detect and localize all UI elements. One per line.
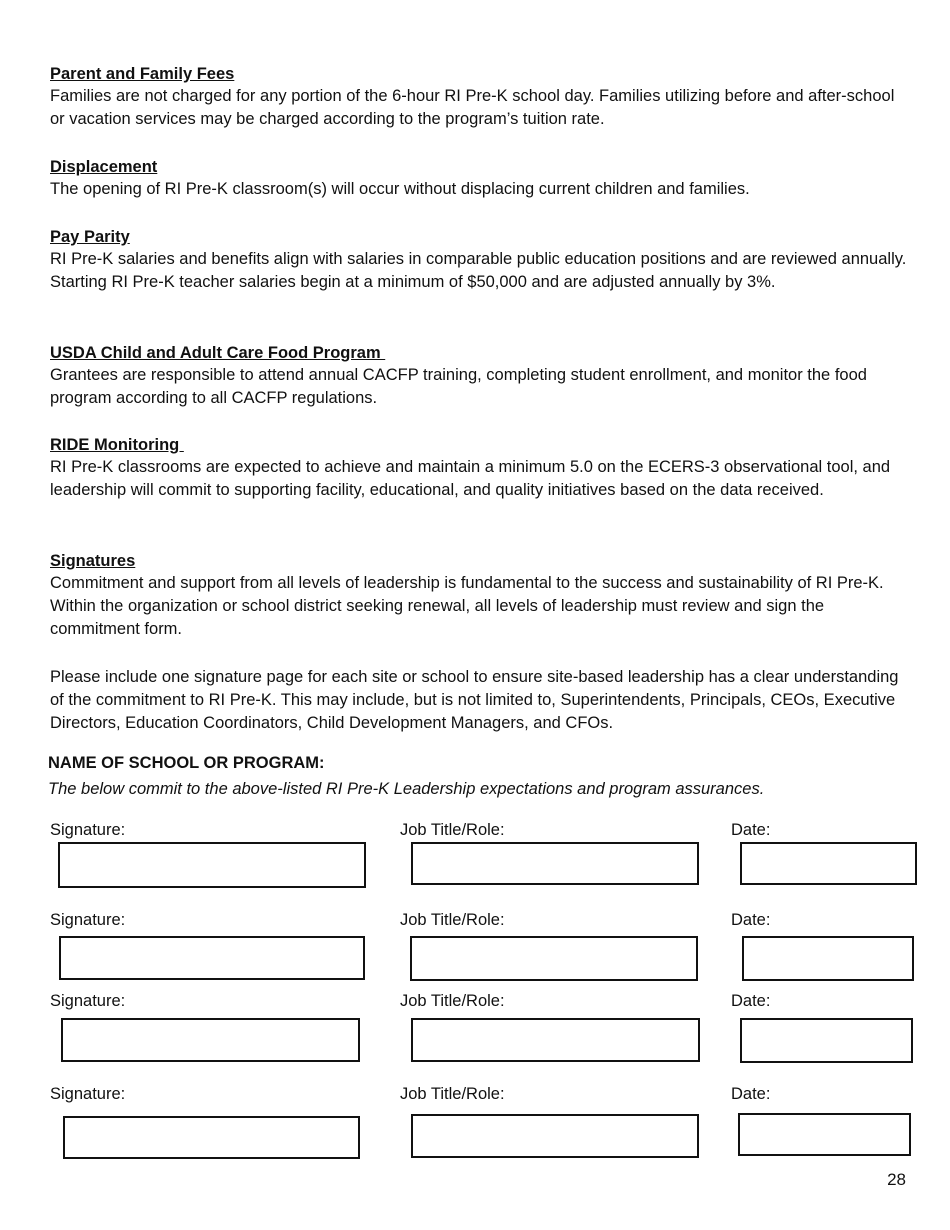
- section-heading: Pay Parity: [50, 228, 130, 246]
- section-heading: Displacement: [50, 158, 158, 176]
- section-body: RI Pre-K classrooms are expected to achieve and maintain a minimum 5.0 on the ECERS-3 observational tool, and leadership will commit to supporting facility, educational, and quality initiatives based on the data received.: [50, 458, 891, 500]
- job-title-label: Job Title/Role:: [400, 1085, 505, 1103]
- job-title-field[interactable]: [411, 1018, 700, 1062]
- section-body: Families are not charged for any portion of the 6-hour RI Pre-K school day. Families utilizing before and after-school or vacation services may be charged according to the program’s tuition rate.: [50, 87, 895, 129]
- signature-label: Signature:: [50, 821, 126, 839]
- job-title-field[interactable]: [410, 936, 698, 981]
- job-title-label: Job Title/Role:: [400, 992, 505, 1010]
- section-heading: USDA Child and Adult Care Food Program: [50, 344, 386, 362]
- date-label: Date:: [731, 1085, 771, 1103]
- date-label: Date:: [731, 911, 771, 929]
- signature-field[interactable]: [61, 1018, 360, 1062]
- page-number: 28: [887, 1170, 906, 1189]
- signature-field[interactable]: [58, 842, 366, 888]
- job-title-field[interactable]: [411, 1114, 699, 1158]
- signature-label: Signature:: [50, 911, 126, 929]
- section-heading: RIDE Monitoring: [50, 436, 184, 454]
- section-heading: Signatures: [50, 552, 136, 570]
- job-title-label: Job Title/Role:: [400, 821, 505, 839]
- section-signatures: [50, 550, 910, 642]
- program-name-label: NAME OF SCHOOL OR PROGRAM:: [48, 754, 325, 772]
- date-field[interactable]: [742, 936, 914, 981]
- section-body: Grantees are responsible to attend annual CACFP training, completing student enrollment, and monitor the food program according to all CACFP regulations.: [50, 366, 867, 408]
- signature-field[interactable]: [63, 1116, 360, 1159]
- signature-label: Signature:: [50, 992, 126, 1010]
- section-body: The opening of RI Pre-K classroom(s) will occur without displacing current children and families.: [50, 180, 750, 198]
- date-label: Date:: [731, 992, 771, 1010]
- date-field[interactable]: [740, 1018, 913, 1063]
- section-displacement: [50, 156, 910, 201]
- date-label: Date:: [731, 821, 771, 839]
- section-body: Commitment and support from all levels of leadership is fundamental to the success and sustainability of RI Pre-K. Within the organization or school district seeking renewal, all levels of leadership must review and sign the commitment form.: [50, 574, 884, 639]
- section-body: RI Pre-K salaries and benefits align with salaries in comparable public education positions and are reviewed annually. Starting RI Pre-K teacher salaries begin at a minimum of $50,000 and are adjusted annually by 3%.: [50, 250, 907, 292]
- job-title-label: Job Title/Role:: [400, 911, 505, 929]
- date-field[interactable]: [740, 842, 917, 885]
- signature-field[interactable]: [59, 936, 365, 980]
- commitment-note: The below commit to the above-listed RI Pre-K Leadership expectations and program assurances.: [48, 780, 765, 798]
- job-title-field[interactable]: [411, 842, 699, 885]
- section-heading: Parent and Family Fees: [50, 65, 235, 83]
- section-usda-food-program: [50, 342, 910, 410]
- signature-label: Signature:: [50, 1085, 126, 1103]
- section-ride-monitoring: [50, 434, 910, 502]
- date-field[interactable]: [738, 1113, 911, 1156]
- section-parent-family-fees: [50, 63, 910, 131]
- signature-instructions: Please include one signature page for each site or school to ensure site-based leadership has a clear understanding of the commitment to RI Pre-K. This may include, but is not limited to, Superintendents, Principals, CEOs, Executive Directors, Education Coordinators, Child Development Managers, and CFOs.: [50, 668, 899, 733]
- section-pay-parity: [50, 226, 910, 294]
